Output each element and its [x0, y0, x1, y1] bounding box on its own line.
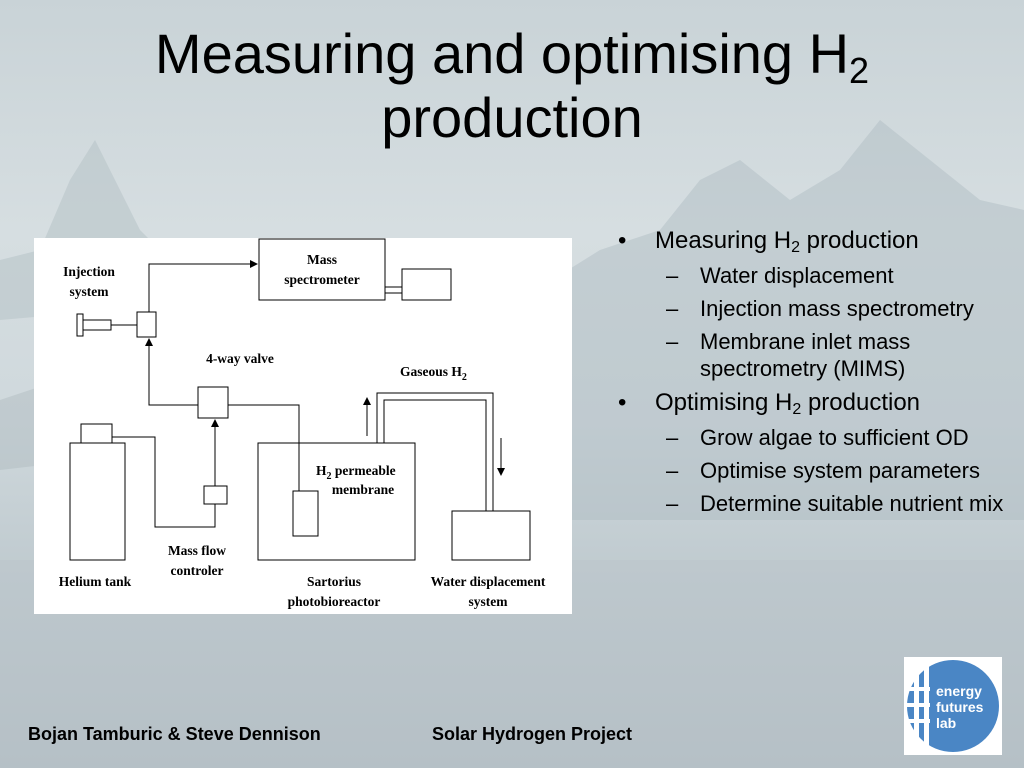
- sub-bullet: – Membrane inlet mass spectrometry (MIMS): [666, 329, 911, 381]
- sub-bullet: – Optimise system parameters: [666, 458, 980, 483]
- syringe-icon: [77, 314, 83, 336]
- mass-flow-controller: [204, 486, 227, 504]
- label-mass-spec-2: spectrometer: [284, 272, 360, 287]
- sub-bullet: – Water displacement: [666, 263, 894, 288]
- sub-bullet: – Determine suitable nutrient mix: [666, 491, 1004, 516]
- label-gaseous-h2: Gaseous $H_2$: [400, 364, 467, 383]
- injection-valve: [137, 312, 156, 337]
- bullet-marker: •: [618, 227, 627, 254]
- label-mass-flow-2: controler: [170, 563, 224, 578]
- sub-bullet: – Injection mass spectrometry: [666, 296, 974, 321]
- membrane-probe: [293, 491, 318, 536]
- label-mass-flow-1: Mass flow: [167, 543, 227, 558]
- footer-project: Solar Hydrogen Project: [432, 724, 633, 744]
- bullet-measuring: • Measuring $H_2$ production: [618, 227, 919, 256]
- photobioreactor-box: [258, 443, 415, 560]
- logo-text-1: energy: [936, 683, 982, 699]
- helium-tank: [70, 443, 125, 560]
- sub-bullet: – Grow algae to sufficient OD: [666, 425, 969, 450]
- label-injection-2: system: [69, 284, 109, 299]
- water-displacement-box: [452, 511, 530, 560]
- four-way-valve: [198, 387, 228, 418]
- bullet-list: [618, 226, 1018, 517]
- computer-box: [402, 269, 451, 300]
- apparatus-diagram: [34, 238, 572, 614]
- label-mass-spec-1: Mass: [307, 252, 337, 267]
- energy-futures-lab-logo: [904, 657, 1002, 755]
- label-four-way-valve: 4-way valve: [206, 351, 274, 366]
- title-line2: production: [381, 86, 643, 149]
- label-membrane-2: membrane: [331, 482, 395, 497]
- label-helium-tank: Helium tank: [58, 574, 132, 589]
- slide-title: [0, 22, 1024, 150]
- label-membrane-1: $H_2$ permeable: [316, 463, 396, 482]
- logo-text-2: futures: [936, 699, 984, 715]
- label-photobioreactor-1: Sartorius: [307, 574, 361, 589]
- bullet-optimising: • Optimising $H_2$ production: [618, 389, 921, 418]
- title-line1: Measuring and optimising H: [154, 22, 850, 85]
- label-injection-1: Injection: [63, 264, 115, 279]
- label-water-disp-1: Water displacement: [430, 574, 546, 589]
- footer-authors: Bojan Tamburic & Steve Dennison: [28, 724, 321, 744]
- bullet-marker: •: [618, 389, 627, 416]
- title-subscript: 2: [849, 50, 870, 91]
- mass-spectrometer-box: [259, 239, 385, 300]
- label-water-disp-2: system: [468, 594, 508, 609]
- label-photobioreactor-2: photobioreactor: [287, 594, 381, 609]
- logo-text-3: lab: [936, 715, 957, 731]
